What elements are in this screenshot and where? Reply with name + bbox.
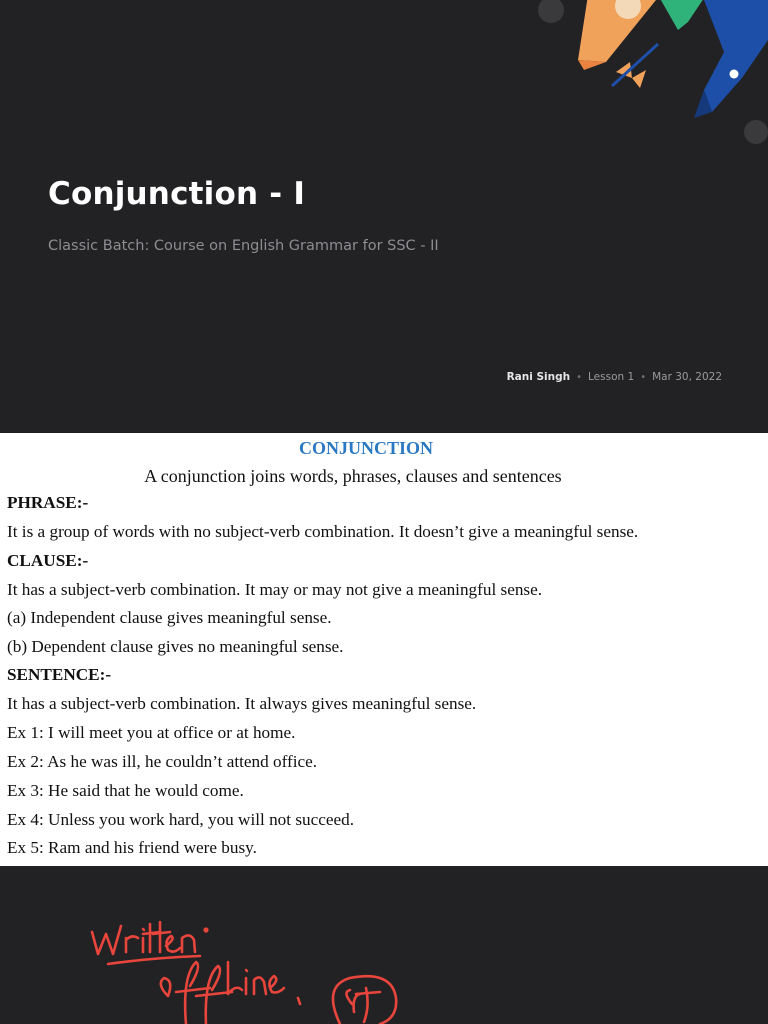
lesson-meta	[507, 371, 722, 383]
lesson-number: Lesson 1	[588, 371, 635, 383]
notes-heading: CONJUNCTION	[298, 438, 433, 458]
lesson-date: Mar 30, 2022	[652, 371, 722, 383]
stationery-decoration-icon	[528, 0, 768, 160]
notes-intro: A conjunction joins words, phrases, clauses and sentences	[144, 466, 562, 486]
example-line: Ex 5: Ram and his friend were busy.	[7, 838, 257, 857]
example-line: Ex 3: He said that he would come.	[7, 781, 244, 800]
separator-dot-icon: •	[640, 371, 647, 383]
handwriting-slide	[0, 866, 768, 1024]
notes-line: It has a subject-verb combination. It always gives meaningful sense.	[7, 694, 477, 713]
section-heading-sentence: SENTENCE:-	[7, 665, 112, 684]
example-line: Ex 2: As he was ill, he couldn’t attend office.	[7, 752, 318, 771]
course-subtitle: Classic Batch: Course on English Grammar for SSC - II	[48, 238, 439, 254]
example-line: Ex 1: I will meet you at office or at home.	[7, 723, 296, 742]
educator-name: Rani Singh	[506, 371, 571, 383]
handwritten-annotation	[0, 866, 768, 1024]
notes-line: (a) Independent clause gives meaningful sense.	[7, 608, 332, 627]
notes-line: It has a subject-verb combination. It may or may not give a meaningful sense.	[7, 580, 543, 599]
lesson-title: Conjunction - I	[48, 176, 306, 212]
notes-line: (b) Dependent clause gives no meaningful sense.	[7, 637, 344, 656]
section-heading-phrase: PHRASE:-	[7, 493, 89, 512]
notes-line: It is a group of words with no subject-verb combination. It doesn’t give a meaningful sense.	[7, 522, 639, 541]
example-line: Ex 4: Unless you work hard, you will not succeed.	[7, 810, 355, 829]
section-heading-clause: CLAUSE:-	[7, 551, 89, 570]
notes-page	[0, 433, 768, 866]
separator-dot-icon: •	[576, 371, 583, 383]
lesson-title-slide	[0, 0, 768, 432]
